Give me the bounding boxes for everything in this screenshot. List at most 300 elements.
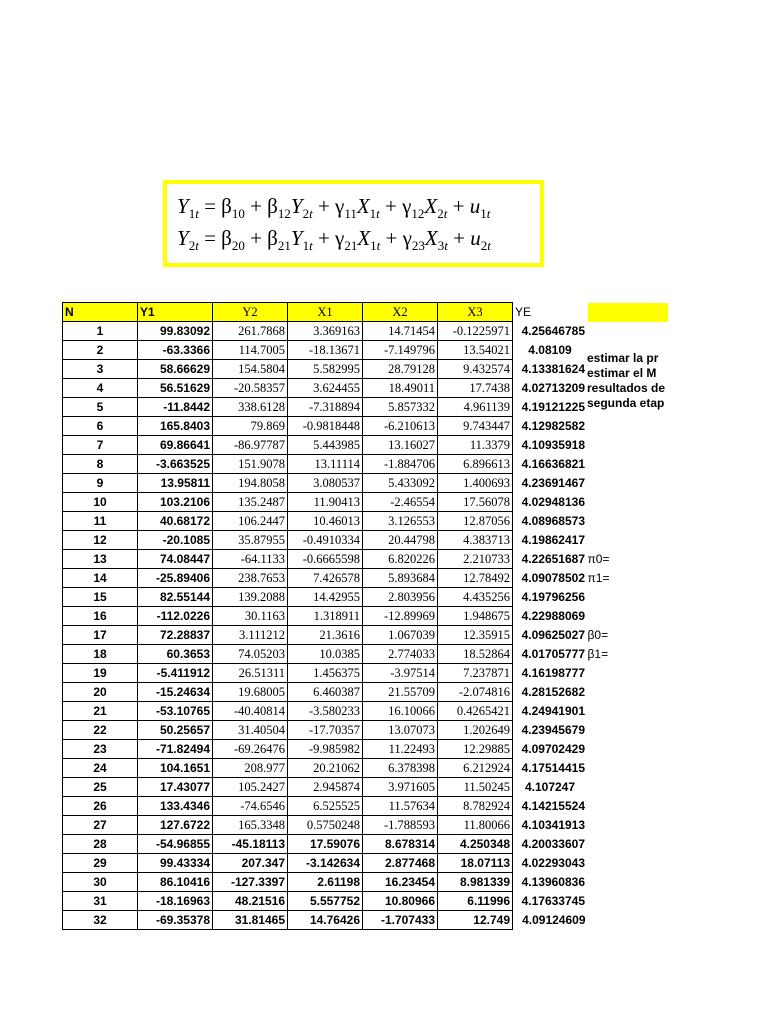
cell-x3[interactable]: 18.52864 [438,645,513,664]
table-row [63,664,668,683]
cell-x1[interactable]: -3.580233 [288,702,363,721]
table-row [63,816,668,835]
cell-n[interactable]: 7 [63,436,138,455]
cell-x1[interactable]: -0.6665598 [288,550,363,569]
cell-x1[interactable]: 3.080537 [288,474,363,493]
cell-x3[interactable]: 1.202649 [438,721,513,740]
header-y2[interactable]: Y2 [213,303,288,322]
cell-x3[interactable]: -2.074816 [438,683,513,702]
cell-y1[interactable]: 127.6722 [138,816,213,835]
cell-ye[interactable]: 4.17514415 [521,761,585,775]
cell-x1[interactable]: 3.369163 [288,322,363,341]
cell-ye[interactable]: 4.02713209 [521,381,585,395]
cell-y1[interactable]: -3.663525 [138,455,213,474]
cell-x1[interactable]: 5.557752 [288,892,363,911]
cell-n[interactable]: 19 [63,664,138,683]
cell-x2[interactable]: 5.857332 [363,398,438,417]
cell-x3[interactable]: 12.29885 [438,740,513,759]
cell-y2[interactable]: 105.2427 [213,778,288,797]
cell-n[interactable]: 23 [63,740,138,759]
cell-n[interactable]: 24 [63,759,138,778]
table-row [63,569,668,588]
cell-y2[interactable]: 31.81465 [213,911,288,930]
cell-x3[interactable]: 9.432574 [438,360,513,379]
cell-y1[interactable]: -18.16963 [138,892,213,911]
cell-x2[interactable]: 16.23454 [363,873,438,892]
cell-ye[interactable]: 4.14215524 [521,799,585,813]
cell-y2[interactable]: 165.3348 [213,816,288,835]
cell-x3[interactable]: 4.383713 [438,531,513,550]
cell-y2[interactable]: 3.111212 [213,626,288,645]
cell-x1[interactable]: 1.318911 [288,607,363,626]
cell-x2[interactable]: 5.893684 [363,569,438,588]
cell-x3[interactable]: 4.435256 [438,588,513,607]
cell-ye[interactable]: 4.08968573 [521,514,585,528]
cell-x2[interactable]: -1.884706 [363,455,438,474]
param-label[interactable]: π0= [587,552,610,566]
cell-x2[interactable]: -1.788593 [363,816,438,835]
cell-ye[interactable]: 4.24941901 [521,704,585,718]
cell-y2[interactable]: -64.1133 [213,550,288,569]
cell-y2[interactable]: 135.2487 [213,493,288,512]
cell-n[interactable]: 8 [63,455,138,474]
table-row [63,702,668,721]
cell-x3[interactable]: 8.782924 [438,797,513,816]
cell-y1[interactable]: 82.55144 [138,588,213,607]
empty-cell[interactable] [588,607,668,626]
cell-x3[interactable]: 12.87056 [438,512,513,531]
empty-cell[interactable] [588,854,668,873]
cell-x2[interactable]: -3.97514 [363,664,438,683]
cell-x2[interactable]: 2.803956 [363,588,438,607]
cell-x3[interactable]: 11.50245 [438,778,513,797]
cell-x1[interactable]: 5.582995 [288,360,363,379]
cell-ye[interactable]: 4.19121225 [521,400,585,414]
cell-x2[interactable]: 1.067039 [363,626,438,645]
cell-x2[interactable]: -6.210613 [363,417,438,436]
empty-cell[interactable] [588,873,668,892]
cell-y1[interactable]: -54.96855 [138,835,213,854]
cell-y1[interactable]: 74.08447 [138,550,213,569]
cell-n[interactable]: 21 [63,702,138,721]
cell-y2[interactable]: 30.1163 [213,607,288,626]
header-ye[interactable]: YE [513,303,588,322]
cell-y1[interactable]: 69.86641 [138,436,213,455]
table-row [63,493,668,512]
data-table [62,302,668,930]
cell-y2[interactable]: -20.58357 [213,379,288,398]
cell-n[interactable]: 32 [63,911,138,930]
cell-x3[interactable]: 18.07113 [438,854,513,873]
cell-n[interactable]: 1 [63,322,138,341]
cell-y2[interactable]: 26.51311 [213,664,288,683]
table-row [63,322,668,341]
cell-y2[interactable]: 208.977 [213,759,288,778]
cell-x2[interactable]: 11.22493 [363,740,438,759]
cell-x1[interactable]: 21.3616 [288,626,363,645]
cell-ye[interactable]: 4.01705777 [521,647,585,661]
note-line: estimar el M [587,366,657,380]
cell-y2[interactable]: 48.21516 [213,892,288,911]
cell-y2[interactable]: 19.68005 [213,683,288,702]
notes-text [587,351,768,411]
cell-y1[interactable]: 72.28837 [138,626,213,645]
empty-cell[interactable] [588,588,668,607]
empty-cell[interactable] [588,740,668,759]
cell-y2[interactable]: -127.3397 [213,873,288,892]
cell-ye[interactable]: 4.13381624 [521,362,585,376]
cell-ye[interactable]: 4.28152682 [521,685,585,699]
cell-y1[interactable]: 103.2106 [138,493,213,512]
cell-x1[interactable]: 1.456375 [288,664,363,683]
table-row [63,474,668,493]
cell-n[interactable]: 5 [63,398,138,417]
cell-n[interactable]: 22 [63,721,138,740]
cell-y1[interactable]: -25.89406 [138,569,213,588]
empty-cell[interactable] [588,911,668,930]
empty-cell[interactable] [588,474,668,493]
empty-cell[interactable] [588,797,668,816]
cell-n[interactable]: 14 [63,569,138,588]
note-line: segunda etap [587,396,665,410]
table-row [63,588,668,607]
cell-ye[interactable]: 4.09078502 [521,571,585,585]
cell-x3[interactable]: 13.54021 [438,341,513,360]
equation-1: $Y_{1t} = \beta_{10} + \beta_{12}Y_{2t} + \gamma_{11}X_{1t} + \gamma_{12}X_{2t} + u_{1t}$ [177,194,491,221]
equation-2: $Y_{2t} = \beta_{20} + \beta_{21}Y_{1t} + \gamma_{21}X_{1t} + \gamma_{23}X_{3t} + u_{2t}$ [177,226,491,253]
cell-x2[interactable]: 16.10066 [363,702,438,721]
cell-n[interactable]: 11 [63,512,138,531]
cell-y1[interactable]: 104.1651 [138,759,213,778]
cell-n[interactable]: 13 [63,550,138,569]
cell-x3[interactable]: 8.981339 [438,873,513,892]
table-row [63,683,668,702]
table-row [63,607,668,626]
cell-y2[interactable]: 261.7868 [213,322,288,341]
cell-ye[interactable]: 4.13960836 [521,875,585,889]
cell-x2[interactable]: 3.126553 [363,512,438,531]
cell-y1[interactable]: 13.95811 [138,474,213,493]
cell-y2[interactable]: 139.2088 [213,588,288,607]
cell-x1[interactable]: 13.11114 [288,455,363,474]
empty-cell[interactable] [588,531,668,550]
cell-x1[interactable]: -18.13671 [288,341,363,360]
cell-y1[interactable]: -15.24634 [138,683,213,702]
cell-x1[interactable]: -0.9818448 [288,417,363,436]
cell-ye[interactable]: 4.23691467 [521,476,585,490]
cell-y2[interactable]: -74.6546 [213,797,288,816]
cell-x1[interactable]: -17.70357 [288,721,363,740]
cell-ye[interactable]: 4.107247 [524,780,576,794]
table-row [63,721,668,740]
cell-y1[interactable]: 50.25657 [138,721,213,740]
header-blank[interactable] [588,303,668,322]
note-line: resultados de [587,381,666,395]
table-row [63,740,668,759]
empty-cell[interactable] [588,455,668,474]
header-x2[interactable]: X2 [363,303,438,322]
cell-x3[interactable]: 0.4265421 [438,702,513,721]
cell-y2[interactable]: 31.40504 [213,721,288,740]
cell-n[interactable]: 12 [63,531,138,550]
cell-x3[interactable]: 11.80066 [438,816,513,835]
cell-y1[interactable]: 165.8403 [138,417,213,436]
cell-ye[interactable]: 4.22651687 [521,552,585,566]
cell-y2[interactable]: 207.347 [213,854,288,873]
cell-ye[interactable]: 4.17633745 [521,894,585,908]
cell-x3[interactable]: 11.3379 [438,436,513,455]
table-row [63,455,668,474]
table-row [63,379,668,398]
cell-ye[interactable]: 4.08109 [528,343,572,357]
equation-box [163,180,544,267]
cell-y1[interactable]: -5.411912 [138,664,213,683]
table-row [63,854,668,873]
cell-x3[interactable]: 1.948675 [438,607,513,626]
empty-cell[interactable] [588,664,668,683]
cell-x1[interactable]: 3.624455 [288,379,363,398]
cell-x2[interactable]: 8.678314 [363,835,438,854]
cell-x2[interactable]: 11.57634 [363,797,438,816]
cell-x1[interactable]: 2.61198 [288,873,363,892]
cell-x2[interactable]: 2.877468 [363,854,438,873]
empty-cell[interactable] [588,892,668,911]
cell-x3[interactable]: 6.896613 [438,455,513,474]
cell-x1[interactable]: -7.318894 [288,398,363,417]
cell-n[interactable]: 30 [63,873,138,892]
empty-cell[interactable] [588,816,668,835]
cell-x3[interactable]: 17.56078 [438,493,513,512]
cell-x2[interactable]: -12.89969 [363,607,438,626]
cell-x1[interactable]: -3.142634 [288,854,363,873]
empty-cell[interactable] [588,512,668,531]
cell-n[interactable]: 3 [63,360,138,379]
cell-x1[interactable]: 10.0385 [288,645,363,664]
cell-n[interactable]: 16 [63,607,138,626]
cell-x1[interactable]: 17.59076 [288,835,363,854]
header-x3[interactable]: X3 [438,303,513,322]
cell-y1[interactable]: 56.51629 [138,379,213,398]
cell-x2[interactable]: 14.71454 [363,322,438,341]
cell-y2[interactable]: 35.87955 [213,531,288,550]
cell-y1[interactable]: -71.82494 [138,740,213,759]
cell-ye[interactable]: 4.25646785 [521,324,585,338]
cell-y1[interactable]: -20.1085 [138,531,213,550]
cell-y1[interactable]: 133.4346 [138,797,213,816]
cell-x2[interactable]: 13.07073 [363,721,438,740]
cell-x1[interactable]: 6.460387 [288,683,363,702]
table-row [63,835,668,854]
cell-n[interactable]: 25 [63,778,138,797]
cell-x3[interactable]: 12.35915 [438,626,513,645]
cell-x2[interactable]: 18.49011 [363,379,438,398]
cell-y2[interactable]: 338.6128 [213,398,288,417]
param-label[interactable]: π1= [587,571,610,585]
param-label[interactable]: β1= [587,647,609,661]
cell-x1[interactable]: 11.90413 [288,493,363,512]
cell-y2[interactable]: 106.2447 [213,512,288,531]
cell-ye[interactable]: 4.02293043 [521,856,585,870]
cell-y1[interactable]: 99.83092 [138,322,213,341]
cell-n[interactable]: 15 [63,588,138,607]
table-row [63,873,668,892]
table-row [63,759,668,778]
empty-cell[interactable] [588,436,668,455]
cell-n[interactable]: 20 [63,683,138,702]
empty-cell[interactable] [588,417,668,436]
table-row [63,512,668,531]
cell-x2[interactable]: 3.971605 [363,778,438,797]
cell-x3[interactable]: 7.237871 [438,664,513,683]
cell-y1[interactable]: -63.3366 [138,341,213,360]
cell-ye[interactable]: 4.10341913 [521,818,585,832]
cell-x1[interactable]: 10.46013 [288,512,363,531]
cell-x3[interactable]: 9.743447 [438,417,513,436]
table-row [63,417,668,436]
cell-y2[interactable]: 114.7005 [213,341,288,360]
cell-x3[interactable]: 17.7438 [438,379,513,398]
cell-y2[interactable]: 79.869 [213,417,288,436]
table-row [63,626,668,645]
cell-n[interactable]: 17 [63,626,138,645]
cell-x1[interactable]: -9.985982 [288,740,363,759]
cell-x3[interactable]: 6.212924 [438,759,513,778]
cell-x2[interactable]: 6.378398 [363,759,438,778]
cell-y2[interactable]: 151.9078 [213,455,288,474]
cell-ye[interactable]: 4.16636821 [521,457,585,471]
cell-ye[interactable]: 4.23945679 [521,723,585,737]
cell-x1[interactable]: 0.5750248 [288,816,363,835]
cell-ye[interactable]: 4.16198777 [521,666,585,680]
param-label[interactable]: β0= [587,628,609,642]
cell-ye[interactable]: 4.22988069 [521,609,585,623]
cell-n[interactable]: 26 [63,797,138,816]
cell-x2[interactable]: 21.55709 [363,683,438,702]
cell-n[interactable]: 2 [63,341,138,360]
empty-cell[interactable] [588,322,668,341]
cell-y1[interactable]: -53.10765 [138,702,213,721]
cell-y1[interactable]: -69.35378 [138,911,213,930]
cell-y1[interactable]: -112.0226 [138,607,213,626]
table-row [63,341,668,360]
cell-x2[interactable]: -7.149796 [363,341,438,360]
cell-x3[interactable]: -0.1225971 [438,322,513,341]
empty-cell[interactable] [588,702,668,721]
cell-y1[interactable]: 40.68172 [138,512,213,531]
cell-ye[interactable]: 4.10935918 [521,438,585,452]
empty-cell[interactable] [588,835,668,854]
table-row [63,550,668,569]
cell-x2[interactable]: 10.80966 [363,892,438,911]
cell-x2[interactable]: 5.433092 [363,474,438,493]
table-row [63,778,668,797]
cell-x2[interactable]: 2.774033 [363,645,438,664]
cell-y2[interactable]: -45.18113 [213,835,288,854]
cell-ye[interactable]: 4.09625027 [521,628,585,642]
table-row [63,436,668,455]
table-row [63,360,668,379]
cell-ye[interactable]: 4.20033607 [521,837,585,851]
table-row [63,531,668,550]
cell-x1[interactable]: 14.76426 [288,911,363,930]
empty-cell[interactable] [588,778,668,797]
cell-y1[interactable]: 99.43334 [138,854,213,873]
cell-y2[interactable]: 238.7653 [213,569,288,588]
cell-x3[interactable]: 6.11996 [438,892,513,911]
cell-x3[interactable]: 1.400693 [438,474,513,493]
cell-y2[interactable]: -86.97787 [213,436,288,455]
cell-y2[interactable]: -69.26476 [213,740,288,759]
cell-x2[interactable]: 6.820226 [363,550,438,569]
table-row [63,892,668,911]
cell-ye[interactable]: 4.09702429 [521,742,585,756]
empty-cell[interactable] [588,759,668,778]
cell-x3[interactable]: 4.250348 [438,835,513,854]
cell-y1[interactable]: 17.43077 [138,778,213,797]
cell-x2[interactable]: 20.44798 [363,531,438,550]
cell-x1[interactable]: 2.945874 [288,778,363,797]
cell-n[interactable]: 9 [63,474,138,493]
empty-cell[interactable] [588,721,668,740]
header-y1[interactable]: Y1 [138,303,213,322]
cell-y2[interactable]: 74.05203 [213,645,288,664]
cell-y1[interactable]: -11.8442 [138,398,213,417]
cell-ye[interactable]: 4.02948136 [521,495,585,509]
cell-n[interactable]: 4 [63,379,138,398]
cell-x1[interactable]: 6.525525 [288,797,363,816]
note-line: estimar la pr [587,351,659,365]
cell-x3[interactable]: 4.961139 [438,398,513,417]
cell-ye[interactable]: 4.12982582 [521,419,585,433]
cell-y2[interactable]: 194.8058 [213,474,288,493]
cell-x3[interactable]: 12.749 [438,911,513,930]
cell-y2[interactable]: -40.40814 [213,702,288,721]
cell-n[interactable]: 31 [63,892,138,911]
cell-y2[interactable]: 154.5804 [213,360,288,379]
header-row [63,303,668,322]
cell-y1[interactable]: 86.10416 [138,873,213,892]
cell-x2[interactable]: -1.707433 [363,911,438,930]
cell-ye[interactable]: 4.09124609 [522,913,586,927]
cell-n[interactable]: 10 [63,493,138,512]
cell-x2[interactable]: 13.16027 [363,436,438,455]
cell-x1[interactable]: 5.443985 [288,436,363,455]
cell-n[interactable]: 28 [63,835,138,854]
header-n[interactable]: N [63,303,138,322]
cell-n[interactable]: 18 [63,645,138,664]
cell-n[interactable]: 27 [63,816,138,835]
table-row [63,797,668,816]
cell-x3[interactable]: 12.78492 [438,569,513,588]
cell-ye[interactable]: 4.19862417 [521,533,585,547]
cell-x1[interactable]: 20.21062 [288,759,363,778]
cell-x1[interactable]: 7.426578 [288,569,363,588]
table-row [63,911,668,930]
cell-x1[interactable]: 14.42955 [288,588,363,607]
cell-x2[interactable]: 28.79128 [363,360,438,379]
cell-n[interactable]: 6 [63,417,138,436]
cell-x3[interactable]: 2.210733 [438,550,513,569]
cell-n[interactable]: 29 [63,854,138,873]
header-x1[interactable]: X1 [288,303,363,322]
cell-x1[interactable]: -0.4910334 [288,531,363,550]
empty-cell[interactable] [588,683,668,702]
cell-y1[interactable]: 60.3653 [138,645,213,664]
cell-y1[interactable]: 58.66629 [138,360,213,379]
cell-x2[interactable]: -2.46554 [363,493,438,512]
empty-cell[interactable] [588,493,668,512]
cell-ye[interactable]: 4.19796256 [521,590,585,604]
